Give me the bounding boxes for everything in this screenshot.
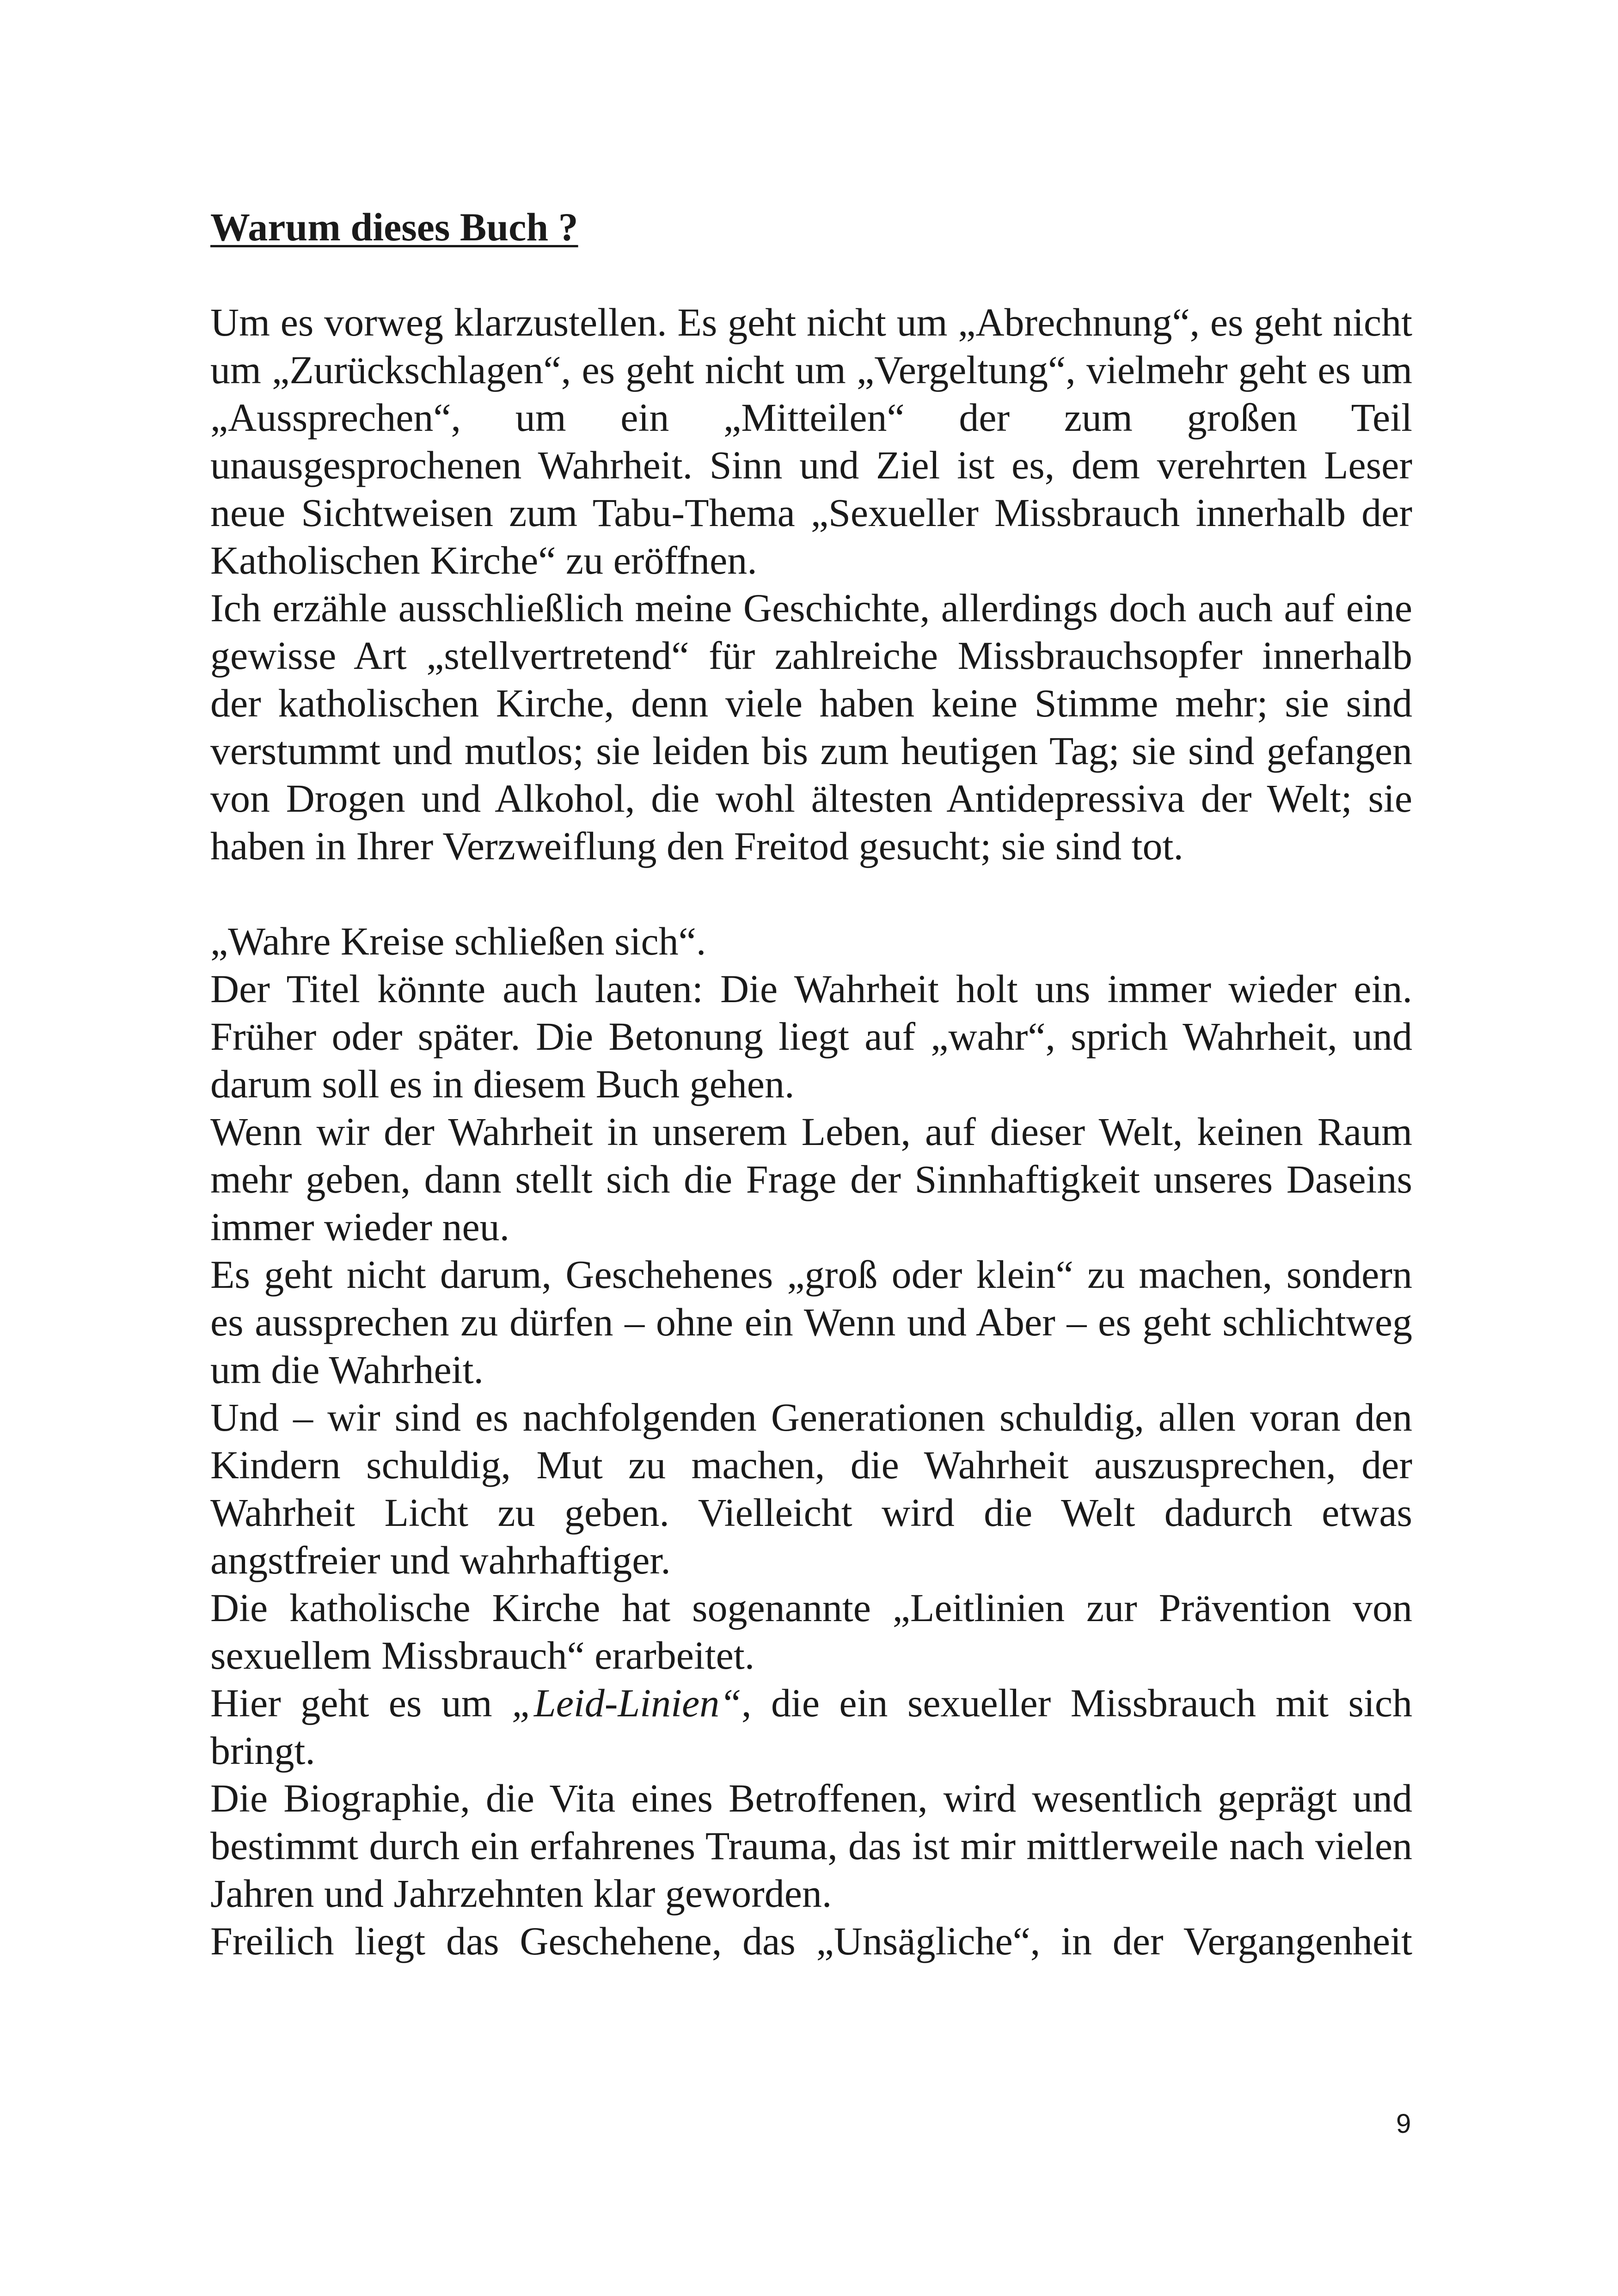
paragraph: Der Titel könnte auch lauten: Die Wahrheit holt uns immer wieder ein. Früher oder später. Die Betonung liegt auf „wahr“, sprich Wahrheit, und darum soll es in diesem Buch gehen. — [210, 967, 1412, 1106]
paragraph: Ich erzähle ausschließlich meine Geschichte, allerdings doch auch auf eine gewisse Art „stellvertretend“ für zahlreiche Missbrauchsopfer innerhalb der katholischen Kirche, denn viele haben keine Stimme mehr; sie sind verstummt und mutlos; sie leiden bis zum heutigen Tag; sie sind gefangen von Drogen und Alkohol, die wohl ältesten Antidepressiva der Welt; sie haben in Ihrer Verzweiflung den Freitod gesucht; sie sind tot. — [210, 586, 1412, 868]
paragraph: „Wahre Kreise schließen sich“. — [210, 919, 706, 963]
text-run: , die ein sexueller Missbrauch mit sich bringt. — [210, 1681, 1413, 1773]
paragraph-leid-linien — [210, 1679, 1412, 1775]
paragraph: Die katholische Kirche hat sogenannte „Leitlinien zur Prävention von sexuellem Missbrauch“ erarbeitet. — [210, 1586, 1412, 1678]
paragraph: Wenn wir der Wahrheit in unserem Leben, auf dieser Welt, keinen Raum mehr geben, dann stellt sich die Frage der Sinnhaftigkeit unseres Daseins immer wieder neu. — [210, 1109, 1412, 1249]
paragraph: Freilich liegt das Geschehene, das „Unsägliche“, in der Vergangenheit — [210, 1919, 1412, 1963]
paragraph: Die Biographie, die Vita eines Betroffenen, wird wesentlich geprägt und bestimmt durch ein erfahrenes Trauma, das ist mir mittlerweile nach vielen Jahren und Jahrzehnten klar geworden. — [210, 1776, 1412, 1916]
page-number: 9 — [1396, 2109, 1411, 2139]
paragraph: Um es vorweg klarzustellen. Es geht nicht um „Abrechnung“, es geht nicht um „Zurückschlagen“, es geht nicht um „Vergeltung“, vielmehr geht es um „Aussprechen“, um ein „Mitteilen“ der zum großen Teil unausgesprochenen Wahrheit. Sinn und Ziel ist es, dem verehrten Leser neue Sichtweisen zum Tabu-Thema „Sexueller Missbrauch innerhalb der Katholischen Kirche“ zu eröffnen. — [210, 300, 1412, 582]
section-heading: Warum dieses Buch ? — [210, 205, 578, 249]
text-run: Hier geht es um — [210, 1681, 512, 1725]
paragraph-spacer — [210, 870, 1412, 918]
page-content — [210, 203, 1412, 1965]
italic-term: „Leid-Linien“ — [512, 1681, 742, 1725]
paragraph: Und – wir sind es nachfolgenden Generationen schuldig, allen voran den Kindern schuldig, Mut zu machen, die Wahrheit auszusprechen, der Wahrheit Licht zu geben. Vielleicht wird die Welt dadurch etwas angstfreier und wahrhaftiger. — [210, 1395, 1412, 1582]
paragraph: Es geht nicht darum, Geschehenes „groß oder klein“ zu machen, sondern es aussprechen zu dürfen – ohne ein Wenn und Aber – es geht schlichtweg um die Wahrheit. — [210, 1252, 1412, 1392]
